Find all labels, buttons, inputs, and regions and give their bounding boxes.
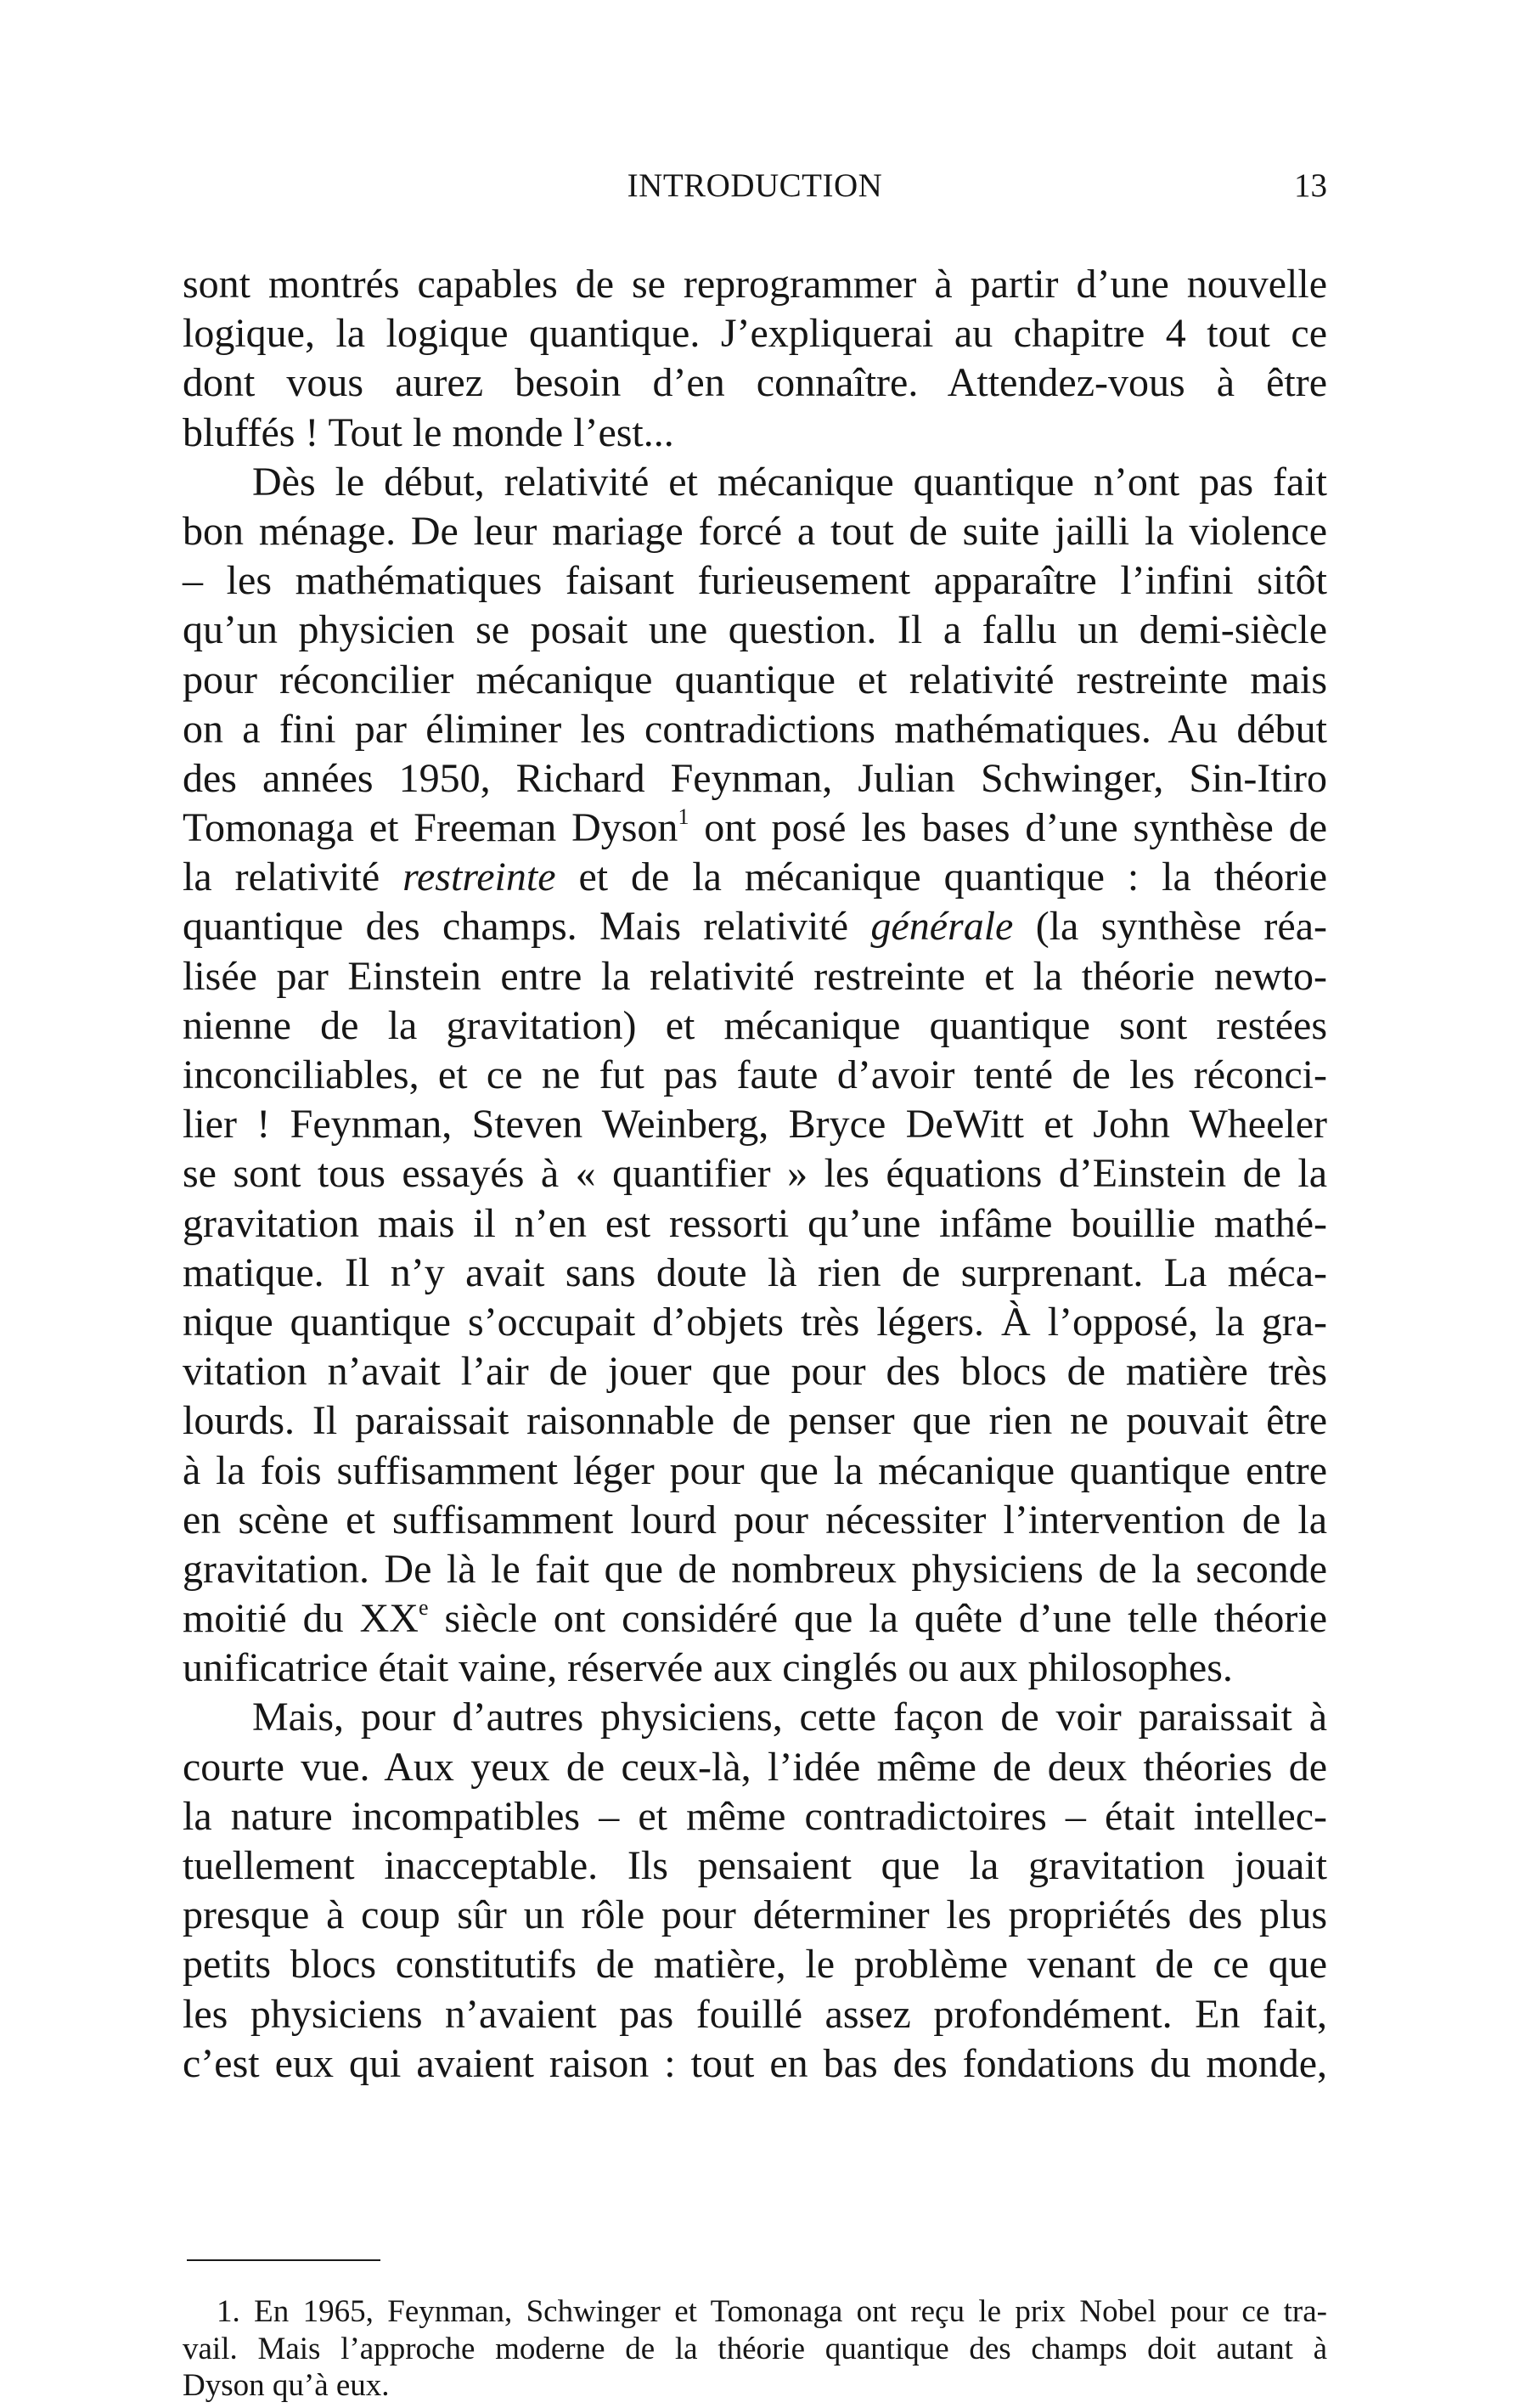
text-line: vitation n’avait l’air de jouer que pour des blocs de matière très bbox=[183, 1349, 1327, 1395]
text-line: – les mathématiques faisant furieusement apparaître l’infini sitôt bbox=[183, 558, 1327, 604]
century-numeral: XX bbox=[359, 1596, 419, 1642]
text-line: bon ménage. De leur mariage forcé a tout de suite jailli la violence bbox=[183, 508, 1327, 554]
text-line: lier ! Feynman, Steven Weinberg, Bryce DeWitt et John Wheeler bbox=[183, 1102, 1327, 1148]
text-line: on a fini par éliminer les contradictions mathématiques. Au début bbox=[183, 706, 1327, 752]
text-line: se sont tous essayés à « quantifier » les équations d’Einstein de la bbox=[183, 1151, 1327, 1197]
text-run: (la synthèse réa- bbox=[1013, 904, 1328, 950]
text-run: et de la mécanique quantique : la théorie bbox=[555, 854, 1327, 900]
footnote-divider bbox=[187, 2259, 380, 2261]
text-line: les physiciens n’avaient pas fouillé assez profondément. En fait, bbox=[183, 1991, 1327, 2037]
text-line: Mais, pour d’autres physiciens, cette façon de voir paraissait à bbox=[252, 1695, 1327, 1740]
text-line: petits blocs constitutifs de matière, le problème venant de ce que bbox=[183, 1942, 1327, 1988]
text-run: Tomonaga et Freeman Dyson bbox=[183, 805, 678, 851]
text-run: quantique des champs. Mais relativité bbox=[183, 904, 871, 950]
emphasis: générale bbox=[870, 904, 1014, 950]
body-text bbox=[183, 260, 1327, 2089]
page-header bbox=[183, 166, 1327, 217]
text-line: presque à coup sûr un rôle pour déterminer les propriétés des plus bbox=[183, 1892, 1327, 1938]
text-line: Dès le début, relativité et mécanique quantique n’ont pas fait bbox=[252, 459, 1327, 505]
text-line: c’est eux qui avaient raison : tout en bas des fondations du monde, bbox=[183, 2040, 1327, 2086]
page-number: 13 bbox=[1294, 167, 1327, 204]
text-line bbox=[183, 1594, 1327, 1644]
text-line: logique, la logique quantique. J’expliquerai au chapitre 4 tout ce bbox=[183, 311, 1327, 357]
text-line: à la fois suffisamment léger pour que la mécanique quantique entre bbox=[183, 1447, 1327, 1493]
text-line: dont vous aurez besoin d’en connaître. Attendez-vous à être bbox=[183, 360, 1327, 406]
text-line: des années 1950, Richard Feynman, Julian Schwinger, Sin-Itiro bbox=[183, 755, 1327, 801]
footnote bbox=[183, 2293, 1327, 2405]
text-line: pour réconcilier mécanique quantique et relativité restreinte mais bbox=[183, 657, 1327, 702]
running-head: INTRODUCTION bbox=[627, 167, 883, 204]
text-line: gravitation. De là le fait que de nombreux physiciens de la seconde bbox=[183, 1546, 1327, 1592]
superscript: e bbox=[418, 1595, 429, 1621]
text-run: siècle ont considéré que la quête d’une telle théorie bbox=[428, 1596, 1328, 1642]
paragraph-2 bbox=[183, 458, 1327, 1694]
text-line: la nature incompatibles – et même contradictoires – était intellec- bbox=[183, 1793, 1327, 1839]
footnote-marker: 1 bbox=[678, 804, 689, 830]
footnote-line: 1. En 1965, Feynman, Schwinger et Tomonaga ont reçu le prix Nobel pour ce tra- bbox=[217, 2294, 1327, 2329]
text-line: courte vue. Aux yeux de ceux-là, l’idée même de deux théories de bbox=[183, 1744, 1327, 1790]
text-line: lourds. Il paraissait raisonnable de penser que rien ne pouvait être bbox=[183, 1398, 1327, 1444]
paragraph-3 bbox=[183, 1693, 1327, 2089]
text-line: qu’un physicien se posait une question. Il a fallu un demi-siècle bbox=[183, 607, 1327, 653]
footnote-line: Dyson qu’à eux. bbox=[183, 2368, 390, 2403]
paragraph-1 bbox=[183, 260, 1327, 458]
text-line: gravitation mais il n’en est ressorti qu’une infâme bouillie mathé- bbox=[183, 1200, 1327, 1246]
text-run: ont posé les bases d’une synthèse de bbox=[689, 805, 1328, 851]
footnote-line: vail. Mais l’approche moderne de la théorie quantique des champs doit autant à bbox=[183, 2331, 1327, 2366]
text-line bbox=[183, 853, 1327, 902]
text-line: bluffés ! Tout le monde l’est... bbox=[183, 409, 674, 455]
text-line: inconciliables, et ce ne fut pas faute d’avoir tenté de les réconci- bbox=[183, 1052, 1327, 1097]
text-line: nique quantique s’occupait d’objets très légers. À l’opposé, la gra- bbox=[183, 1299, 1327, 1345]
text-line: tuellement inacceptable. Ils pensaient que la gravitation jouait bbox=[183, 1843, 1327, 1888]
text-run: la relativité bbox=[183, 854, 403, 900]
text-line: en scène et suffisamment lourd pour nécessiter l’intervention de la bbox=[183, 1497, 1327, 1542]
text-line: lisée par Einstein entre la relativité restreinte et la théorie newto- bbox=[183, 953, 1327, 999]
text-line: nienne de la gravitation) et mécanique quantique sont restées bbox=[183, 1002, 1327, 1048]
text-line: matique. Il n’y avait sans doute là rien de surprenant. La méca- bbox=[183, 1249, 1327, 1295]
text-line: unificatrice était vaine, réservée aux cinglés ou aux philosophes. bbox=[183, 1645, 1233, 1691]
text-line bbox=[183, 804, 1327, 853]
text-line: sont montrés capables de se reprogrammer à partir d’une nouvelle bbox=[183, 262, 1327, 307]
text-line bbox=[183, 902, 1327, 951]
emphasis: restreinte bbox=[402, 854, 556, 900]
text-run: moitié du bbox=[183, 1596, 360, 1642]
